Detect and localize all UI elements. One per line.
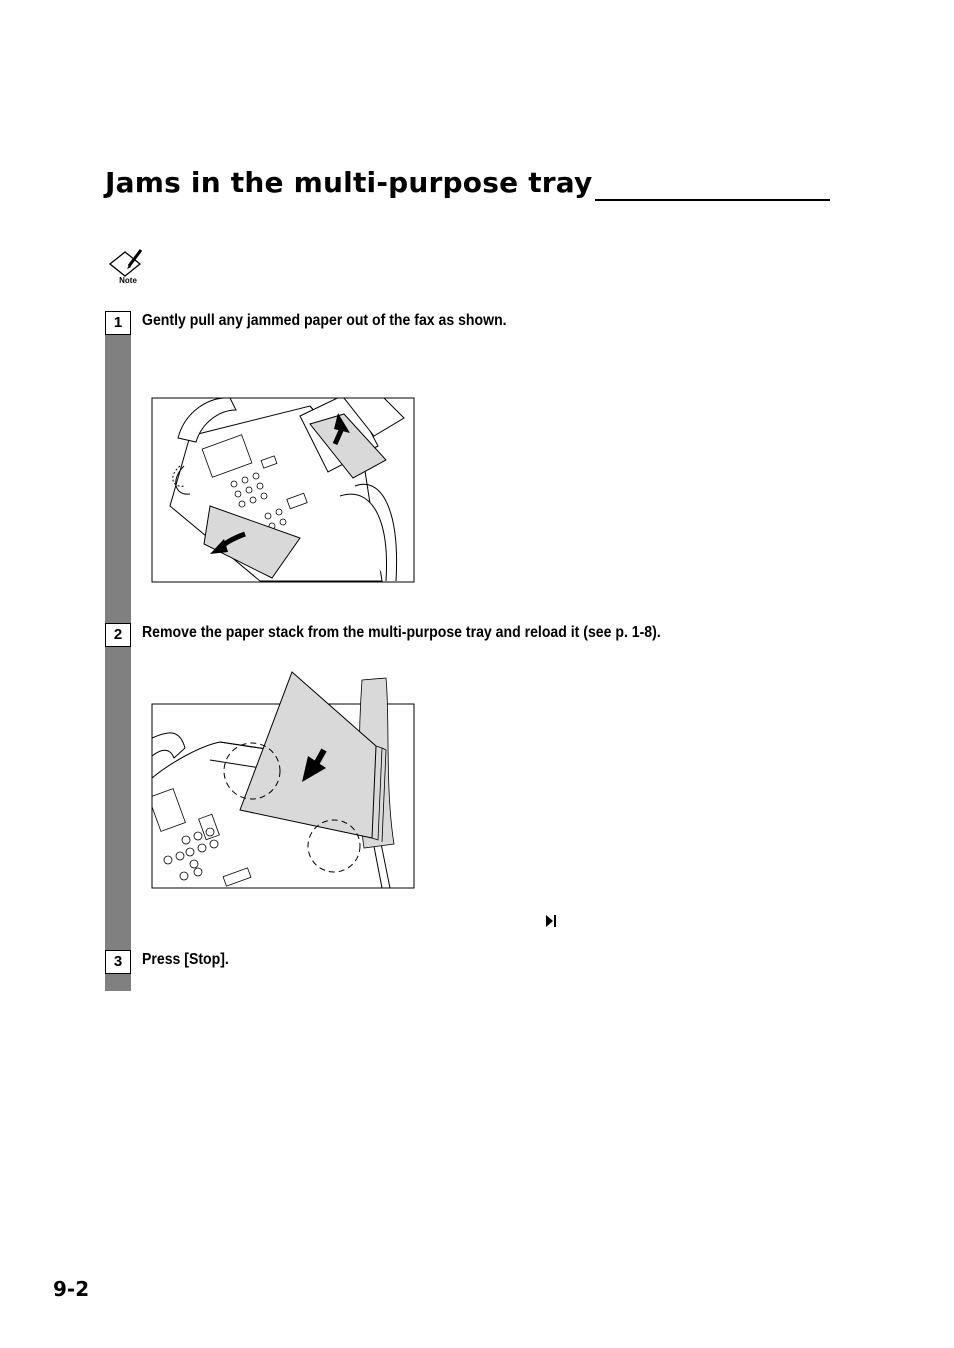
fax-paper-jam-illustration — [150, 376, 416, 584]
step-number-1: 1 — [105, 311, 131, 335]
step-text-2: Remove the paper stack from the multi-purpose tray and reload it (see p. 1-8). — [142, 624, 661, 641]
fax-reload-paper-illustration — [150, 668, 416, 890]
page-title: Jams in the multi-purpose tray — [105, 166, 593, 199]
title-rule — [595, 199, 830, 201]
step-sidebar — [105, 311, 131, 991]
step-number-3: 3 — [105, 950, 131, 974]
page-number: 9-2 — [53, 1277, 90, 1301]
step-number-2: 2 — [105, 623, 131, 647]
step-text-3: Press [Stop]. — [142, 951, 229, 968]
continue-arrow-icon — [545, 914, 557, 928]
step-text-1: Gently pull any jammed paper out of the fax as shown. — [142, 312, 507, 329]
note-label: Note — [119, 276, 137, 285]
